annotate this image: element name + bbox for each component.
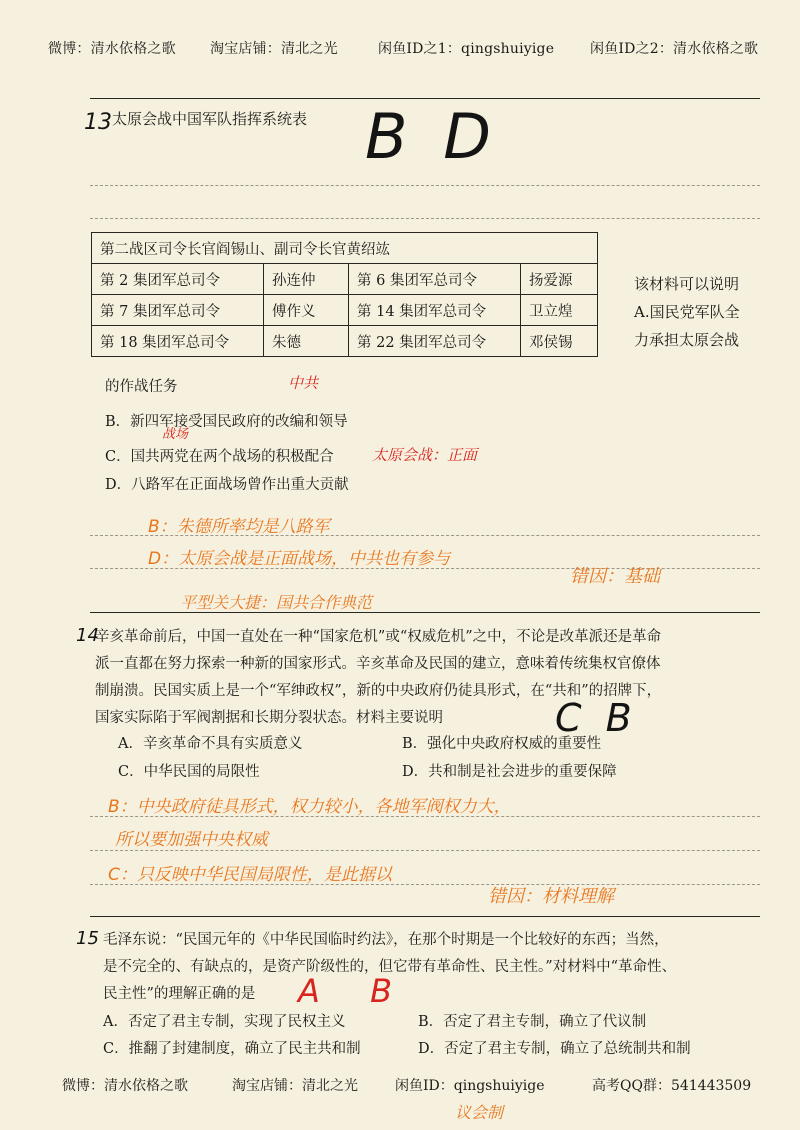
answer-line [90,850,760,851]
q14-note-3: C：只反映中华民国局限性，是此据以 [108,865,392,885]
q13-note-battlefield: 战场 [162,427,189,442]
q13-number: 13 [84,110,112,135]
q15-stem-line: 民主性”的理解正确的是 [103,986,256,1002]
header-xianyu-1: 闲鱼ID之1：qingshuiyige [378,41,555,57]
table-cell: 孙连仲 [264,264,349,295]
q13-stem-tail: 的作战任务 [105,379,178,395]
q14-note-source: 错因：材料理解 [488,886,614,907]
table-cell: 傅作义 [264,295,349,326]
q13-option-b: B．新四军接受国民政府的改编和领导 [105,414,348,430]
answer-line [90,185,760,186]
header-weibo: 微博：清水依格之歌 [48,41,176,57]
q13-option-c: C．国共两党在两个战场的积极配合 [105,449,334,465]
table-row [92,326,598,357]
q14-note-1: B：中央政府徒具形式，权力较小，各地军阀权力大， [108,797,511,817]
table-cell: 第 18 集团军总司令 [92,326,264,357]
q13-answer-mark: B D [365,100,499,173]
table-cell: 扬爱源 [521,264,598,295]
q15-note-bottom: 议会制 [455,1103,504,1122]
q14-stem-line: 制崩溃。民国实质上是一个“军绅政权”，新的中央政府仍徒具形式，在“共和”的招牌下， [95,683,662,699]
answer-line [90,218,760,219]
q14-stem-line: 派一直都在努力探索一种新的国家形式。辛亥革命及民国的建立，意味着传统集权官僚体 [95,656,661,672]
footer-xianyu: 闲鱼ID：qingshuiyige [395,1078,545,1094]
page-header [0,38,800,58]
table-cell: 邓侯锡 [521,326,598,357]
top-divider [90,98,760,99]
q15-option-b: B．否定了君主专制，确立了代议制 [418,1014,647,1030]
q13-side-line: 该材料可以说明 [634,275,740,293]
footer-taobao: 淘宝店铺：清北之光 [232,1078,358,1094]
q13-option-d: D．八路军在正面战场曾作出重大贡献 [105,477,349,493]
q15-option-a: A．否定了君主专制，实现了民权主义 [103,1014,346,1030]
table-cell: 第 2 集团军总司令 [92,264,264,295]
q14-stem-line: 国家实际陷于军阀割据和长期分裂状态。材料主要说明 [95,710,443,726]
q14-option-d: D．共和制是社会进步的重要保障 [402,764,617,780]
q15-option-d: D．否定了君主专制，确立了总统制共和制 [418,1041,691,1057]
q14-option-c: C．中华民国的局限性 [118,764,260,780]
table-cell: 朱德 [264,326,349,357]
q14-number: 14 [76,625,99,646]
table-cell: 卫立煌 [521,295,598,326]
q13-side-line: A.国民党军队全 [634,303,740,321]
q15-stem-line: 是不完全的、有缺点的，是资产阶级性的，但它带有革命性、民主性。”对材料中“革命性、 [103,959,677,975]
q14-stem-line: 辛亥革命前后，中国一直处在一种“国家危机”或“权威危机”之中，不论是改革派还是革命 [95,629,662,645]
q14-note-2: 所以要加强中央权威 [115,830,268,850]
q13-note-source: 错因：基础 [570,566,660,587]
table-cell: 第 6 集团军总司令 [349,264,521,295]
page-footer [0,1075,800,1095]
table-cell: 第 14 集团军总司令 [349,295,521,326]
q13-zhude-note: 中共 [288,374,319,392]
divider [90,916,760,917]
q13-side-text [634,270,740,354]
q15-stem-line: 毛泽东说：“民国元年的《中华民国临时约法》，在那个时期是一个比较好的东西；当然， [103,932,669,948]
table-cell: 第 22 集团军总司令 [349,326,521,357]
q15-answer-mark: A B [298,972,413,1010]
q15-number: 15 [76,928,99,949]
divider [90,612,760,613]
table-row [92,264,598,295]
table-cell: 第 7 集团军总司令 [92,295,264,326]
q13-note-3: 平型关大捷：国共合作典范 [180,593,373,612]
header-xianyu-2: 闲鱼ID之2：清水依格之歌 [590,41,759,57]
q13-note-2: D：太原会战是正面战场，中共也有参与 [148,549,451,569]
table-header-cell: 第二战区司令长官阎锡山、副司令长官黄绍竑 [92,233,598,264]
footer-qq: 高考QQ群：541443509 [592,1078,752,1094]
q13-title: 太原会战中国军队指挥系统表 [112,110,308,128]
q14-option-b: B．强化中央政府权威的重要性 [402,736,602,752]
q14-option-a: A．辛亥革命不具有实质意义 [118,736,303,752]
q14-answer-mark: C B [555,696,638,740]
q13-command-table [91,232,598,357]
header-taobao: 淘宝店铺：清北之光 [210,41,338,57]
q13-side-line: 力承担太原会战 [634,331,740,349]
table-row [92,295,598,326]
q15-option-c: C．推翻了封建制度，确立了民主共和制 [103,1041,361,1057]
q13-note-taiyuan: 太原会战：正面 [372,446,478,464]
footer-weibo: 微博：清水依格之歌 [62,1078,188,1094]
q13-note-1: B：朱德所率均是八路军 [148,517,330,537]
